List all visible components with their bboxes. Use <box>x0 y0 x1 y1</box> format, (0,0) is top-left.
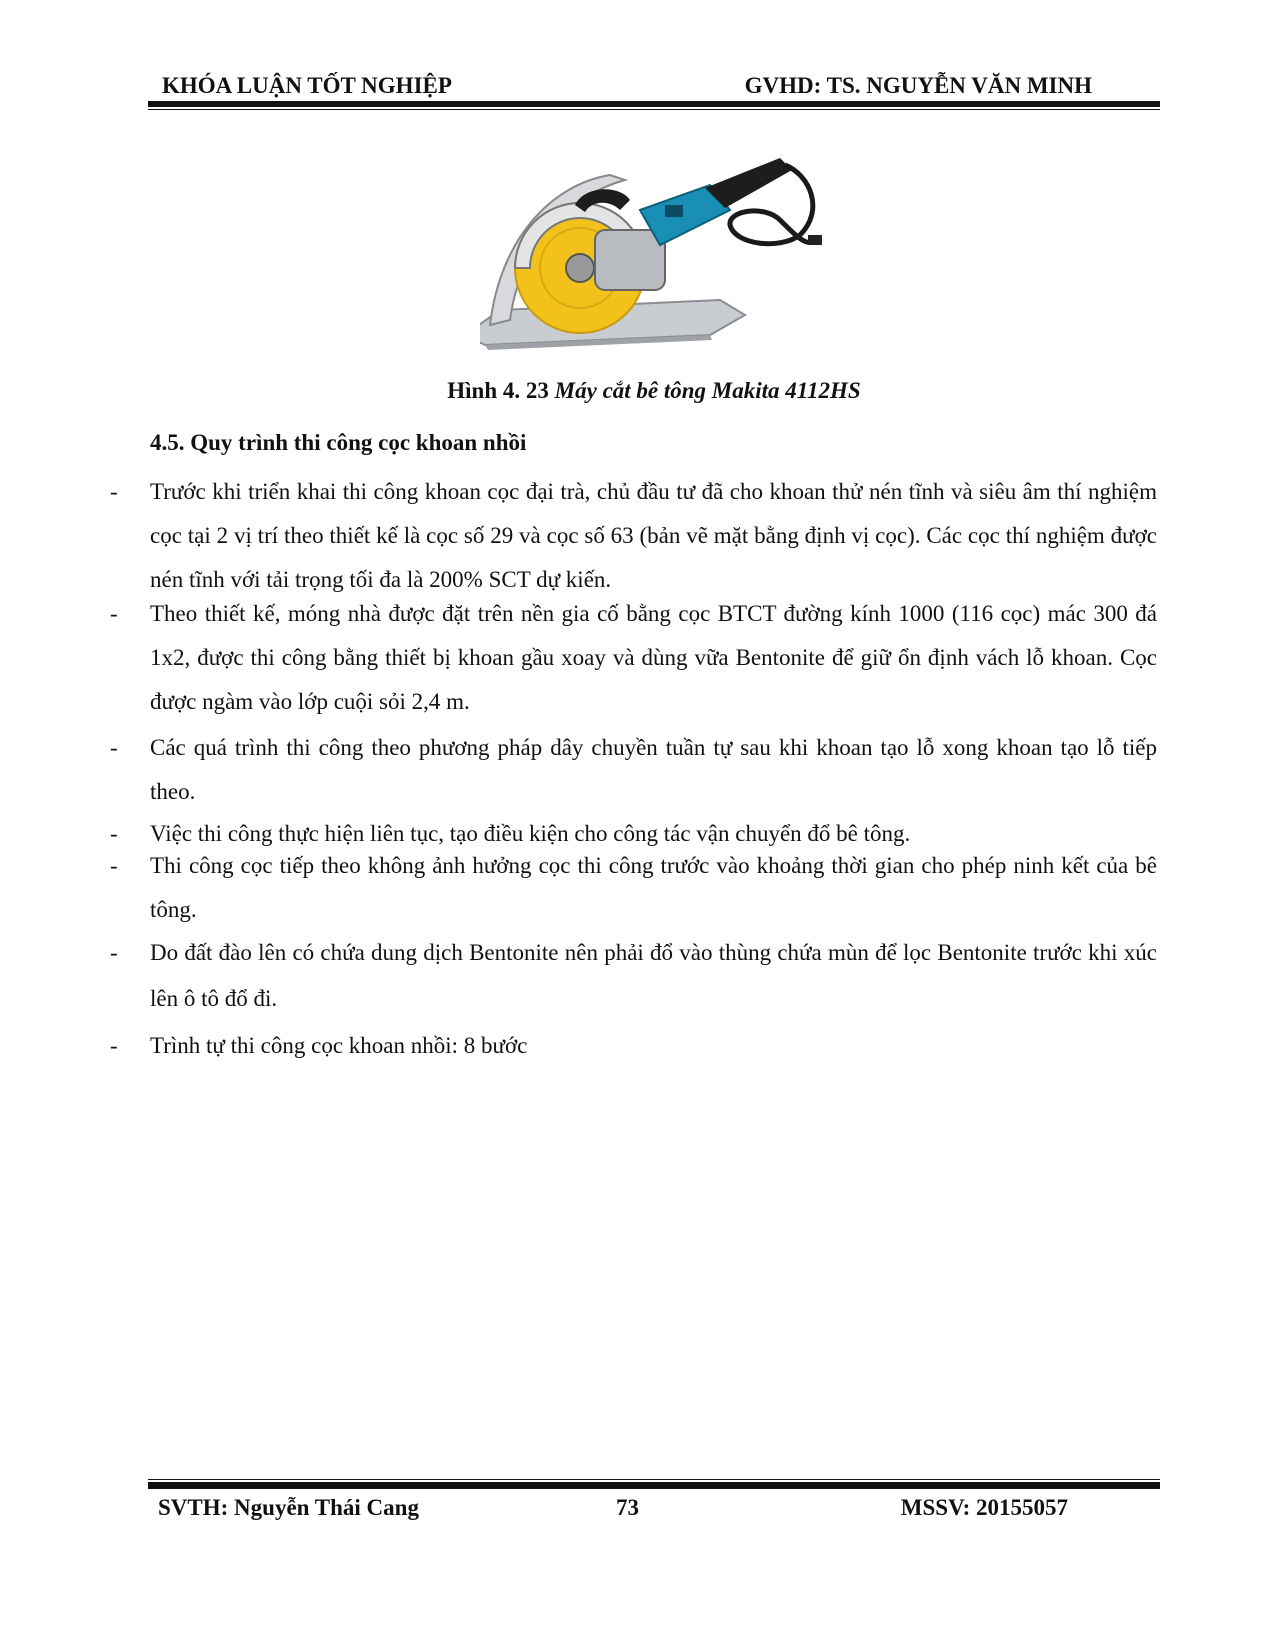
footer-rule <box>148 1482 1160 1489</box>
bullet-item <box>110 592 1162 724</box>
bullet-item <box>110 1024 1162 1068</box>
bullet-item <box>110 470 1162 602</box>
bullet-text: Trước khi triển khai thi công khoan cọc đại trà, chủ đầu tư đã cho khoan thử nén tĩnh và siêu âm thí nghiệm cọc tại 2 vị trí theo thiết kế là cọc số 29 và cọc số 63 (bản vẽ mặt bằng định vị cọc). Các cọc thí nghiệm được nén tĩnh với tải trọng tối đa là 200% SCT dự kiến. <box>150 479 1157 592</box>
footer-rule-thin <box>148 1479 1160 1480</box>
header-thesis-title: KHÓA LUẬN TỐT NGHIỆP <box>162 73 452 98</box>
bullet-list <box>110 470 1162 1068</box>
page-number: 73 <box>616 1495 639 1520</box>
bullet-text: Theo thiết kế, móng nhà được đặt trên nền gia cố bằng cọc BTCT đường kính 1000 (116 cọc) mác 300 đá 1x2, được thi công bằng thiết bị khoan gầu xoay và dùng vữa Bentonite để giữ ổn định vách lỗ khoan. Cọc được ngàm vào lớp cuội sỏi 2,4 m. <box>150 601 1157 714</box>
bullet-text: Việc thi công thực hiện liên tục, tạo điều kiện cho công tác vận chuyển đổ bê tông. <box>150 821 911 846</box>
bullet-text: Thi công cọc tiếp theo không ảnh hưởng cọc thi công trước vào khoảng thời gian cho phép ninh kết của bê tông. <box>150 853 1157 922</box>
bullet-dash: - <box>110 821 118 846</box>
figure-caption <box>148 378 1160 404</box>
bullet-text: Các quá trình thi công theo phương pháp dây chuyền tuần tự sau khi khoan tạo lỗ xong khoan tạo lỗ tiếp theo. <box>150 735 1157 804</box>
page-footer <box>148 1495 1160 1535</box>
figure-label: Hình 4. 23 <box>447 378 549 403</box>
section-title: 4.5. Quy trình thi công cọc khoan nhồi <box>150 430 527 455</box>
bullet-text: Do đất đào lên có chứa dung dịch Bentonite nên phải đổ vào thùng chứa mùn để lọc Bentonite trước khi xúc lên ô tô đổ đi. <box>150 940 1157 1011</box>
bullet-dash: - <box>110 1033 118 1058</box>
bullet-text: Trình tự thi công cọc khoan nhồi: 8 bước <box>150 1033 528 1058</box>
bullet-item <box>110 844 1162 932</box>
bullet-dash: - <box>110 853 118 878</box>
bullet-dash: - <box>110 479 118 504</box>
bullet-item <box>110 930 1162 1022</box>
bullet-dash: - <box>110 601 118 626</box>
bullet-item <box>110 726 1162 814</box>
concrete-saw-figure <box>480 150 840 360</box>
footer-student-id: MSSV: 20155057 <box>900 1495 1068 1520</box>
header-rule <box>148 101 1160 107</box>
header-advisor: GVHD: TS. NGUYỄN VĂN MINH <box>744 73 1092 98</box>
footer-student: SVTH: Nguyễn Thái Cang <box>158 1495 419 1520</box>
concrete-saw-illustration <box>480 150 840 360</box>
bullet-dash: - <box>110 940 118 965</box>
header-rule-thin <box>148 109 1160 110</box>
figure-title: Máy cắt bê tông Makita 4112HS <box>554 378 861 403</box>
bullet-dash: - <box>110 735 118 760</box>
